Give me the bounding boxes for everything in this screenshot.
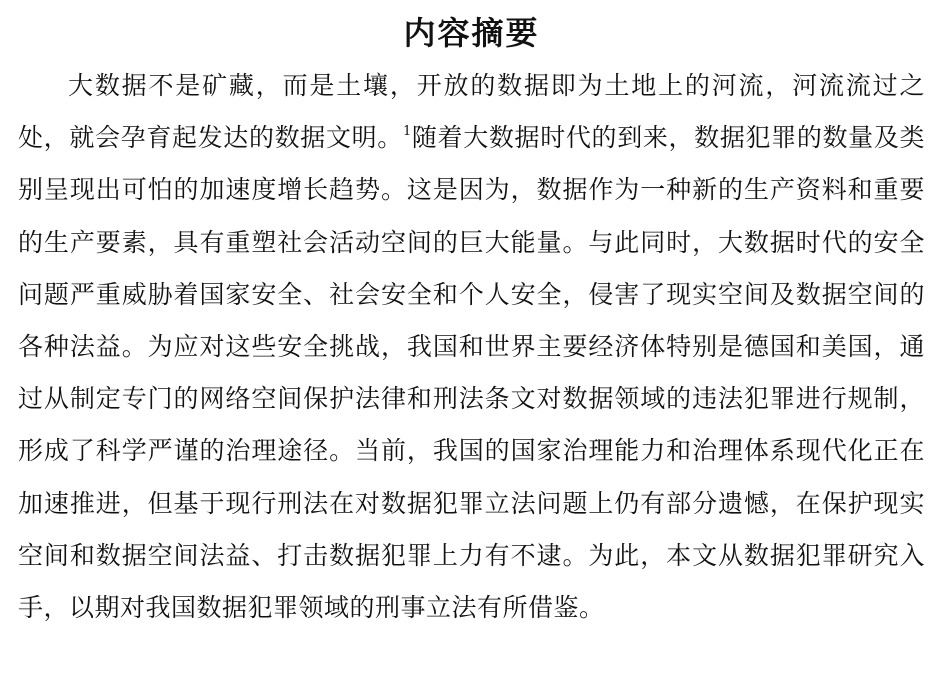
abstract-title: 内容摘要: [403, 14, 540, 52]
abstract-paragraph: [18, 60, 925, 634]
footnote-marker[interactable]: 1: [402, 124, 412, 140]
abstract-text-part1: 大数据不是矿藏，而是土壤，开放的数据即为土地上的河流，河流流过之处，就会孕育起发达的数据文明。: [18, 71, 925, 153]
abstract-text-part2: 随着大数据时代的到来，数据犯罪的数量及类别呈现出可怕的加速度增长趋势。这是因为，数据作为一种新的生产资料和重要的生产要素，具有重塑社会活动空间的巨大能量。与此同时，大数据时代的安全问题严重威胁着国家安全、社会安全和个人安全，侵害了现实空间及数据空间的各种法益。为应对这些安全挑战，我国和世界主要经济体特别是德国和美国，通过从制定专门的网络空间保护法律和刑法条文对数据领域的违法犯罪进行规制，形成了科学严谨的治理途径。当前，我国的国家治理能力和治理体系现代化正在加速推进，但基于现行刑法在对数据犯罪立法问题上仍有部分遗憾，在保护现实空间和数据空间法益、打击数据犯罪上力有不逮。为此，本文从数据犯罪研究入手，以期对我国数据犯罪领域的刑事立法有所借鉴。: [18, 123, 925, 623]
